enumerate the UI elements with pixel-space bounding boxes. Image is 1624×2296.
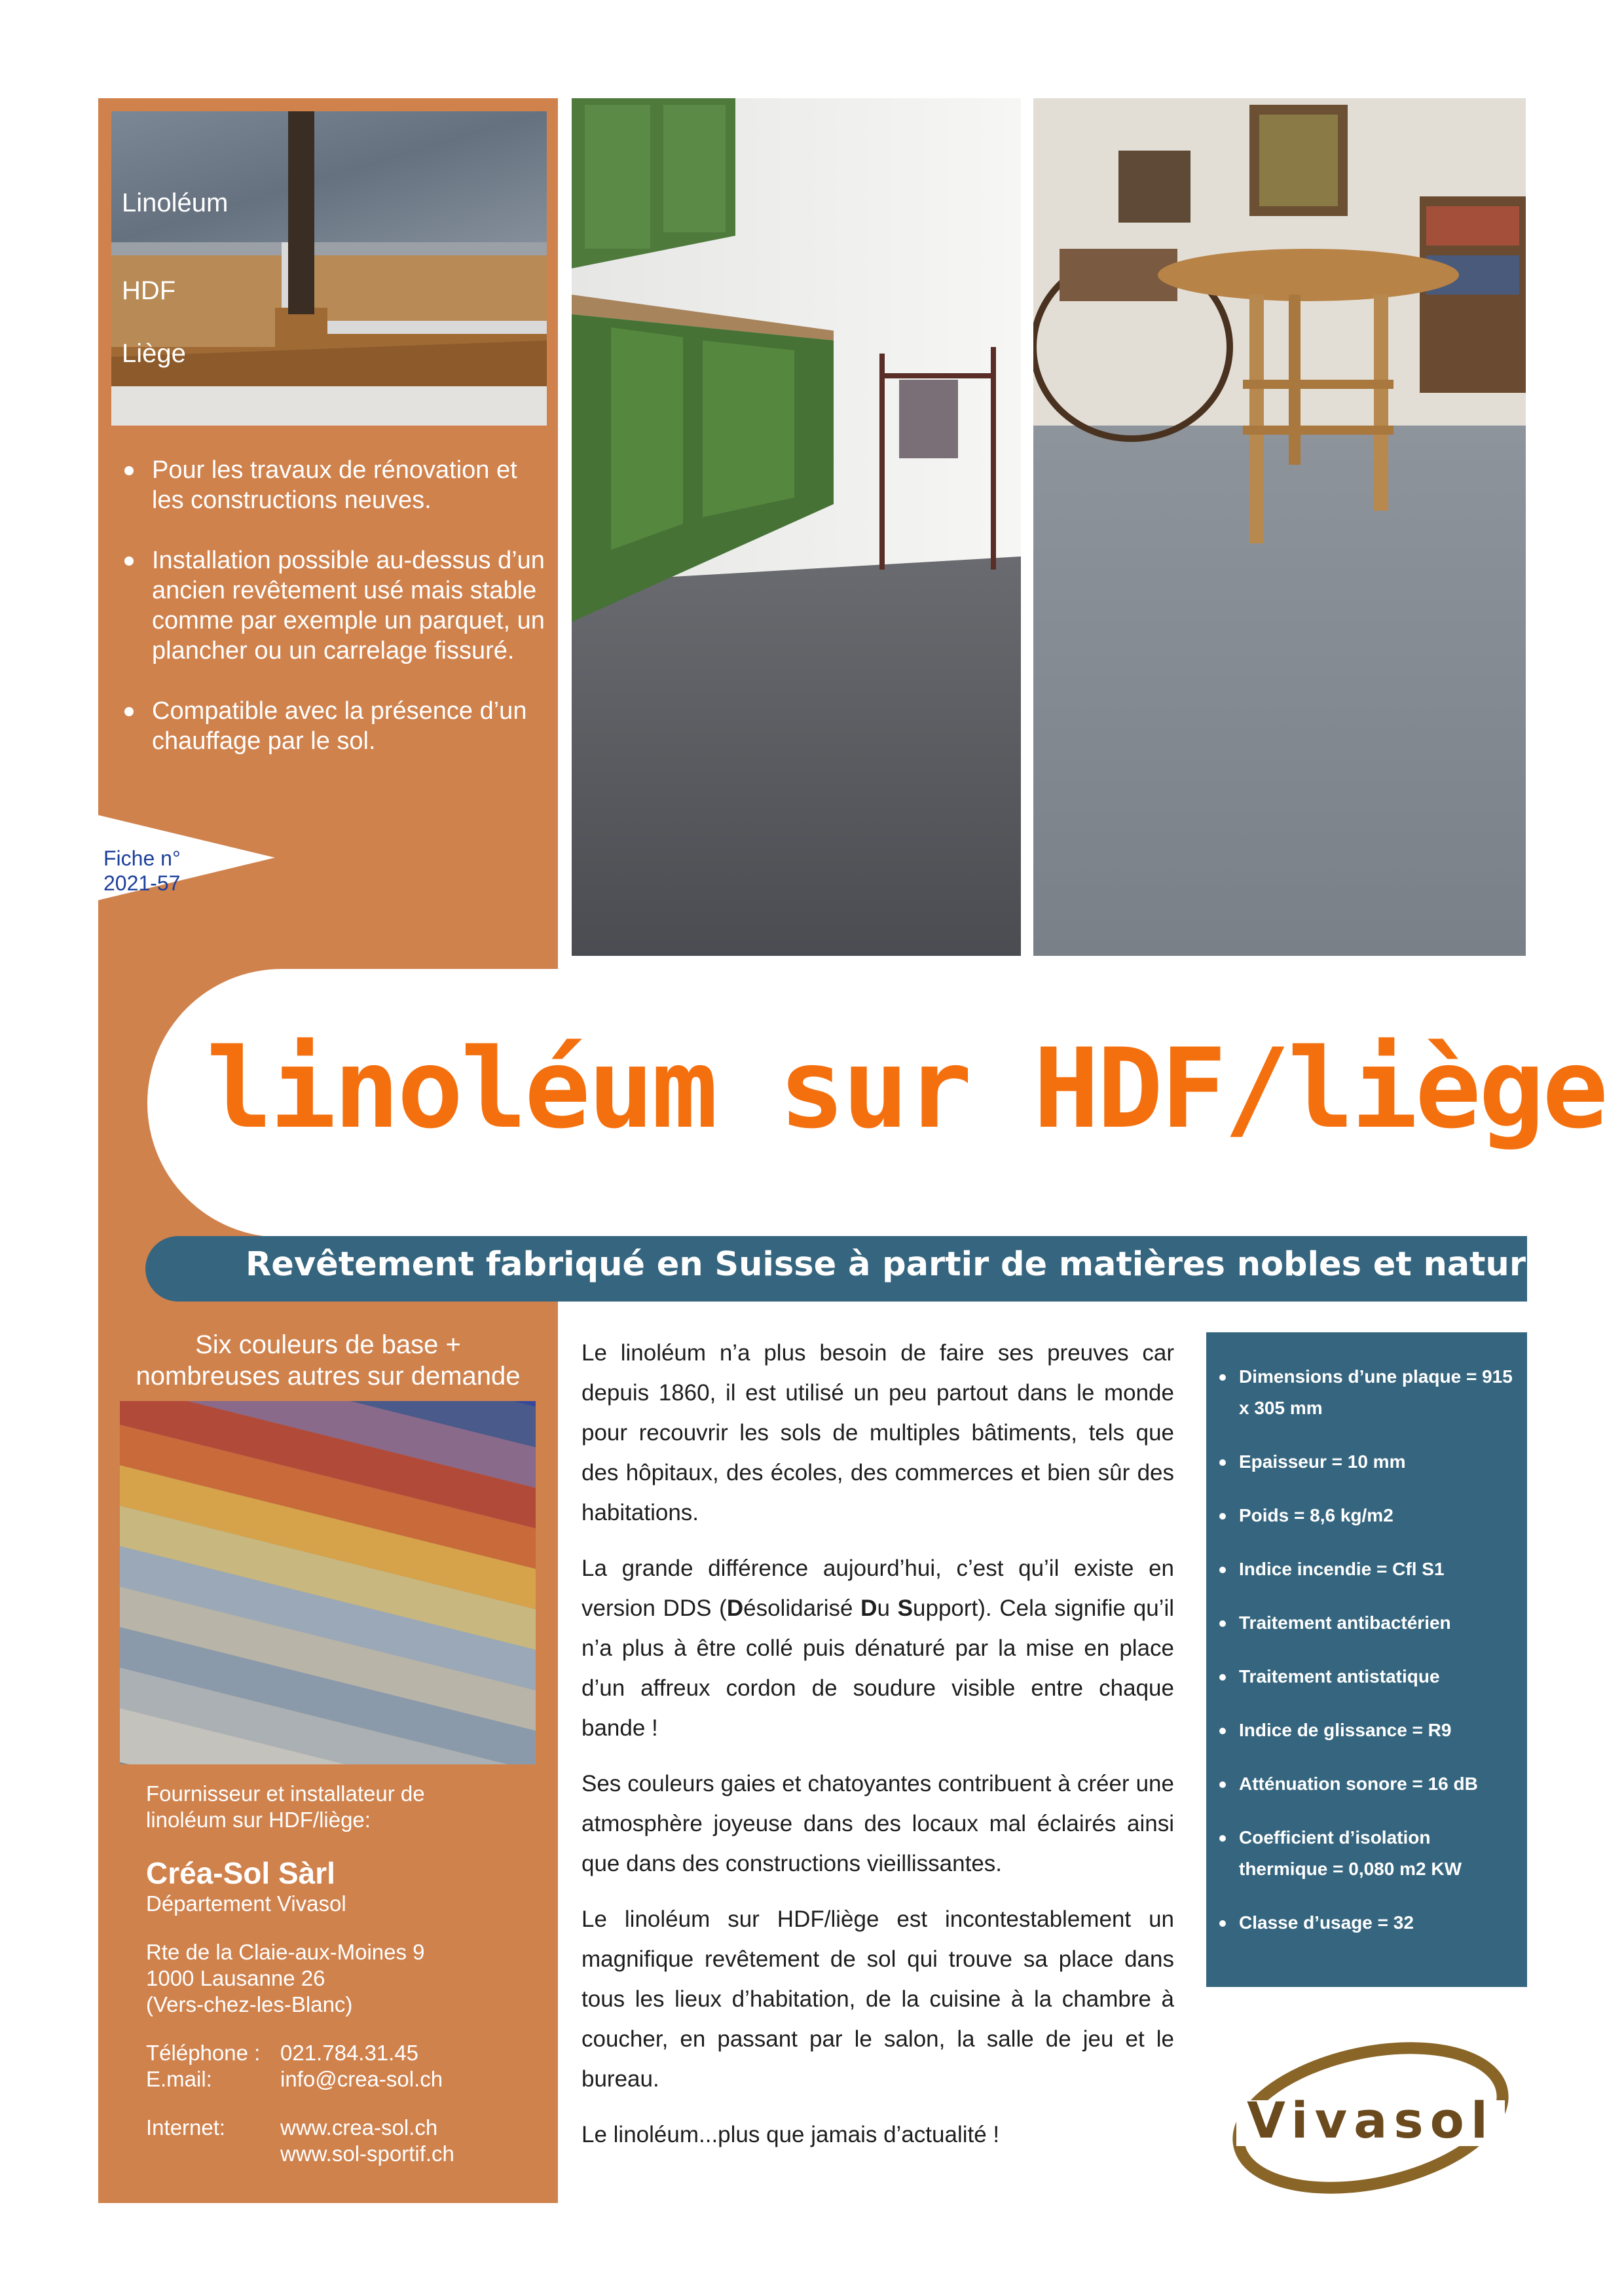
kitchen-photo xyxy=(572,98,1021,956)
body-paragraph: Ses couleurs gaies et chatoyantes contribuent à créer une atmosphère joyeuse dans des locaux mal éclairés ainsi que dans des constructions vieillissantes. xyxy=(581,1771,1174,1876)
spec-box xyxy=(1206,1332,1527,1987)
vivasol-logo xyxy=(1223,2030,1518,2206)
color-swatches-image xyxy=(120,1401,536,1764)
spec-item: Atténuation sonore = 16 dB xyxy=(1239,1768,1514,1800)
colors-caption-line1: Six couleurs de base + xyxy=(195,1330,461,1359)
page-title: linoléum sur HDF/liège xyxy=(206,1025,1606,1153)
body-paragraph: Le linoléum sur HDF/liège est incontestablement un magnifique revêtement de sol qui trouve sa place dans tous les lieux d’habitation, de la cuisine à la chambre à coucher, en passant par le salon, la salle de jeu et le bureau. xyxy=(581,1906,1174,2092)
living-room-photo xyxy=(1033,98,1526,956)
fiche-label: Fiche n° xyxy=(103,847,181,870)
spec-item: Epaisseur = 10 mm xyxy=(1239,1446,1514,1478)
phone-row xyxy=(146,2040,552,2066)
website-link-2[interactable]: www.sol-sportif.ch xyxy=(280,2141,454,2166)
website-link-1[interactable]: www.crea-sol.ch xyxy=(280,2115,438,2140)
spec-item: Indice de glissance = R9 xyxy=(1239,1715,1514,1746)
company-address xyxy=(146,1939,552,2018)
internet-label: Internet: xyxy=(146,2115,226,2140)
phone-number[interactable]: 021.784.31.45 xyxy=(280,2041,419,2065)
spec-item: Poids = 8,6 kg/m2 xyxy=(1239,1500,1514,1531)
spec-list xyxy=(1206,1332,1527,1939)
layer-diagram-image xyxy=(111,111,547,426)
supplier-intro-line1: Fournisseur et installateur de xyxy=(146,1781,425,1806)
spec-item: Classe d’usage = 32 xyxy=(1239,1907,1514,1939)
fiche-code: 2021-57 xyxy=(103,871,181,895)
living-room-photo-image xyxy=(1033,98,1526,956)
contact-block xyxy=(146,2040,552,2092)
fiche-number xyxy=(103,846,181,896)
company-department: Département Vivasol xyxy=(146,1891,346,1916)
feature-item: Compatible avec la présence d’un chauffage par le sol. xyxy=(118,696,550,756)
layer-label-liege: Liège xyxy=(122,339,186,368)
email-row xyxy=(146,2066,552,2092)
kitchen-photo-image xyxy=(572,98,1021,956)
web-row xyxy=(146,2115,552,2141)
page-subtitle: Revêtement fabriqué en Suisse à partir de matières nobles et naturelles xyxy=(246,1245,1614,1284)
feature-item: Installation possible au-dessus d’un ancien revêtement usé mais stable comme par exemple un parquet, un plancher ou un carrelage fissuré. xyxy=(118,545,550,666)
body-paragraph: Le linoléum n’a plus besoin de faire ses preuves car depuis 1860, il est utilisé un peu partout dans le monde pour recouvrir les sols de multiples bâtiments, tels que des hôpitaux, des écoles, des commerces et bien sûr des habitations. xyxy=(581,1340,1174,1525)
spec-item: Traitement antibactérien xyxy=(1239,1607,1514,1639)
spec-item: Traitement antistatique xyxy=(1239,1661,1514,1692)
address-line3: (Vers-chez-les-Blanc) xyxy=(146,1992,353,2016)
colors-caption xyxy=(98,1329,558,1392)
spec-item: Indice incendie = Cfl S1 xyxy=(1239,1554,1514,1585)
feature-list xyxy=(118,455,550,786)
email-label: E.mail: xyxy=(146,2067,212,2091)
email-link[interactable]: info@crea-sol.ch xyxy=(280,2067,443,2091)
layer-diagram-photo xyxy=(111,111,547,426)
address-line1: Rte de la Claie-aux-Moines 9 xyxy=(146,1940,425,1964)
body-text xyxy=(581,1333,1174,2170)
supplier-info xyxy=(146,1781,552,2167)
company-name: Créa-Sol Sàrl xyxy=(146,1856,335,1890)
layer-label-linoleum: Linoléum xyxy=(122,189,229,217)
spec-item: Dimensions d’une plaque = 915 x 305 mm xyxy=(1239,1361,1514,1424)
address-line2: 1000 Lausanne 26 xyxy=(146,1966,325,1990)
body-paragraph-dds: La grande différence aujourd’hui, c’est qu’il existe en version DDS (Désolidarisé Du Support). Cela signifie qu’il n’a plus à être collé puis dénaturé par la mise en place d’un affreux cordon de soudure visible entre chaque bande ! xyxy=(581,1556,1175,1741)
web-block xyxy=(146,2115,552,2167)
colors-caption-line2: nombreuses autres sur demande xyxy=(136,1362,521,1391)
spec-item: Coefficient d’isolation thermique = 0,080 m2 KW xyxy=(1239,1822,1514,1885)
logo-text: Vivasol xyxy=(1247,2091,1494,2149)
phone-label: Téléphone : xyxy=(146,2041,261,2065)
supplier-intro-line2: linoléum sur HDF/liège: xyxy=(146,1808,371,1832)
body-paragraph: Le linoléum...plus que jamais d’actualité ! xyxy=(581,2122,1000,2147)
color-swatches-photo xyxy=(120,1401,536,1764)
layer-label-hdf: HDF xyxy=(122,276,176,305)
feature-item: Pour les travaux de rénovation et les constructions neuves. xyxy=(118,455,550,515)
web-row-2 xyxy=(146,2141,552,2167)
